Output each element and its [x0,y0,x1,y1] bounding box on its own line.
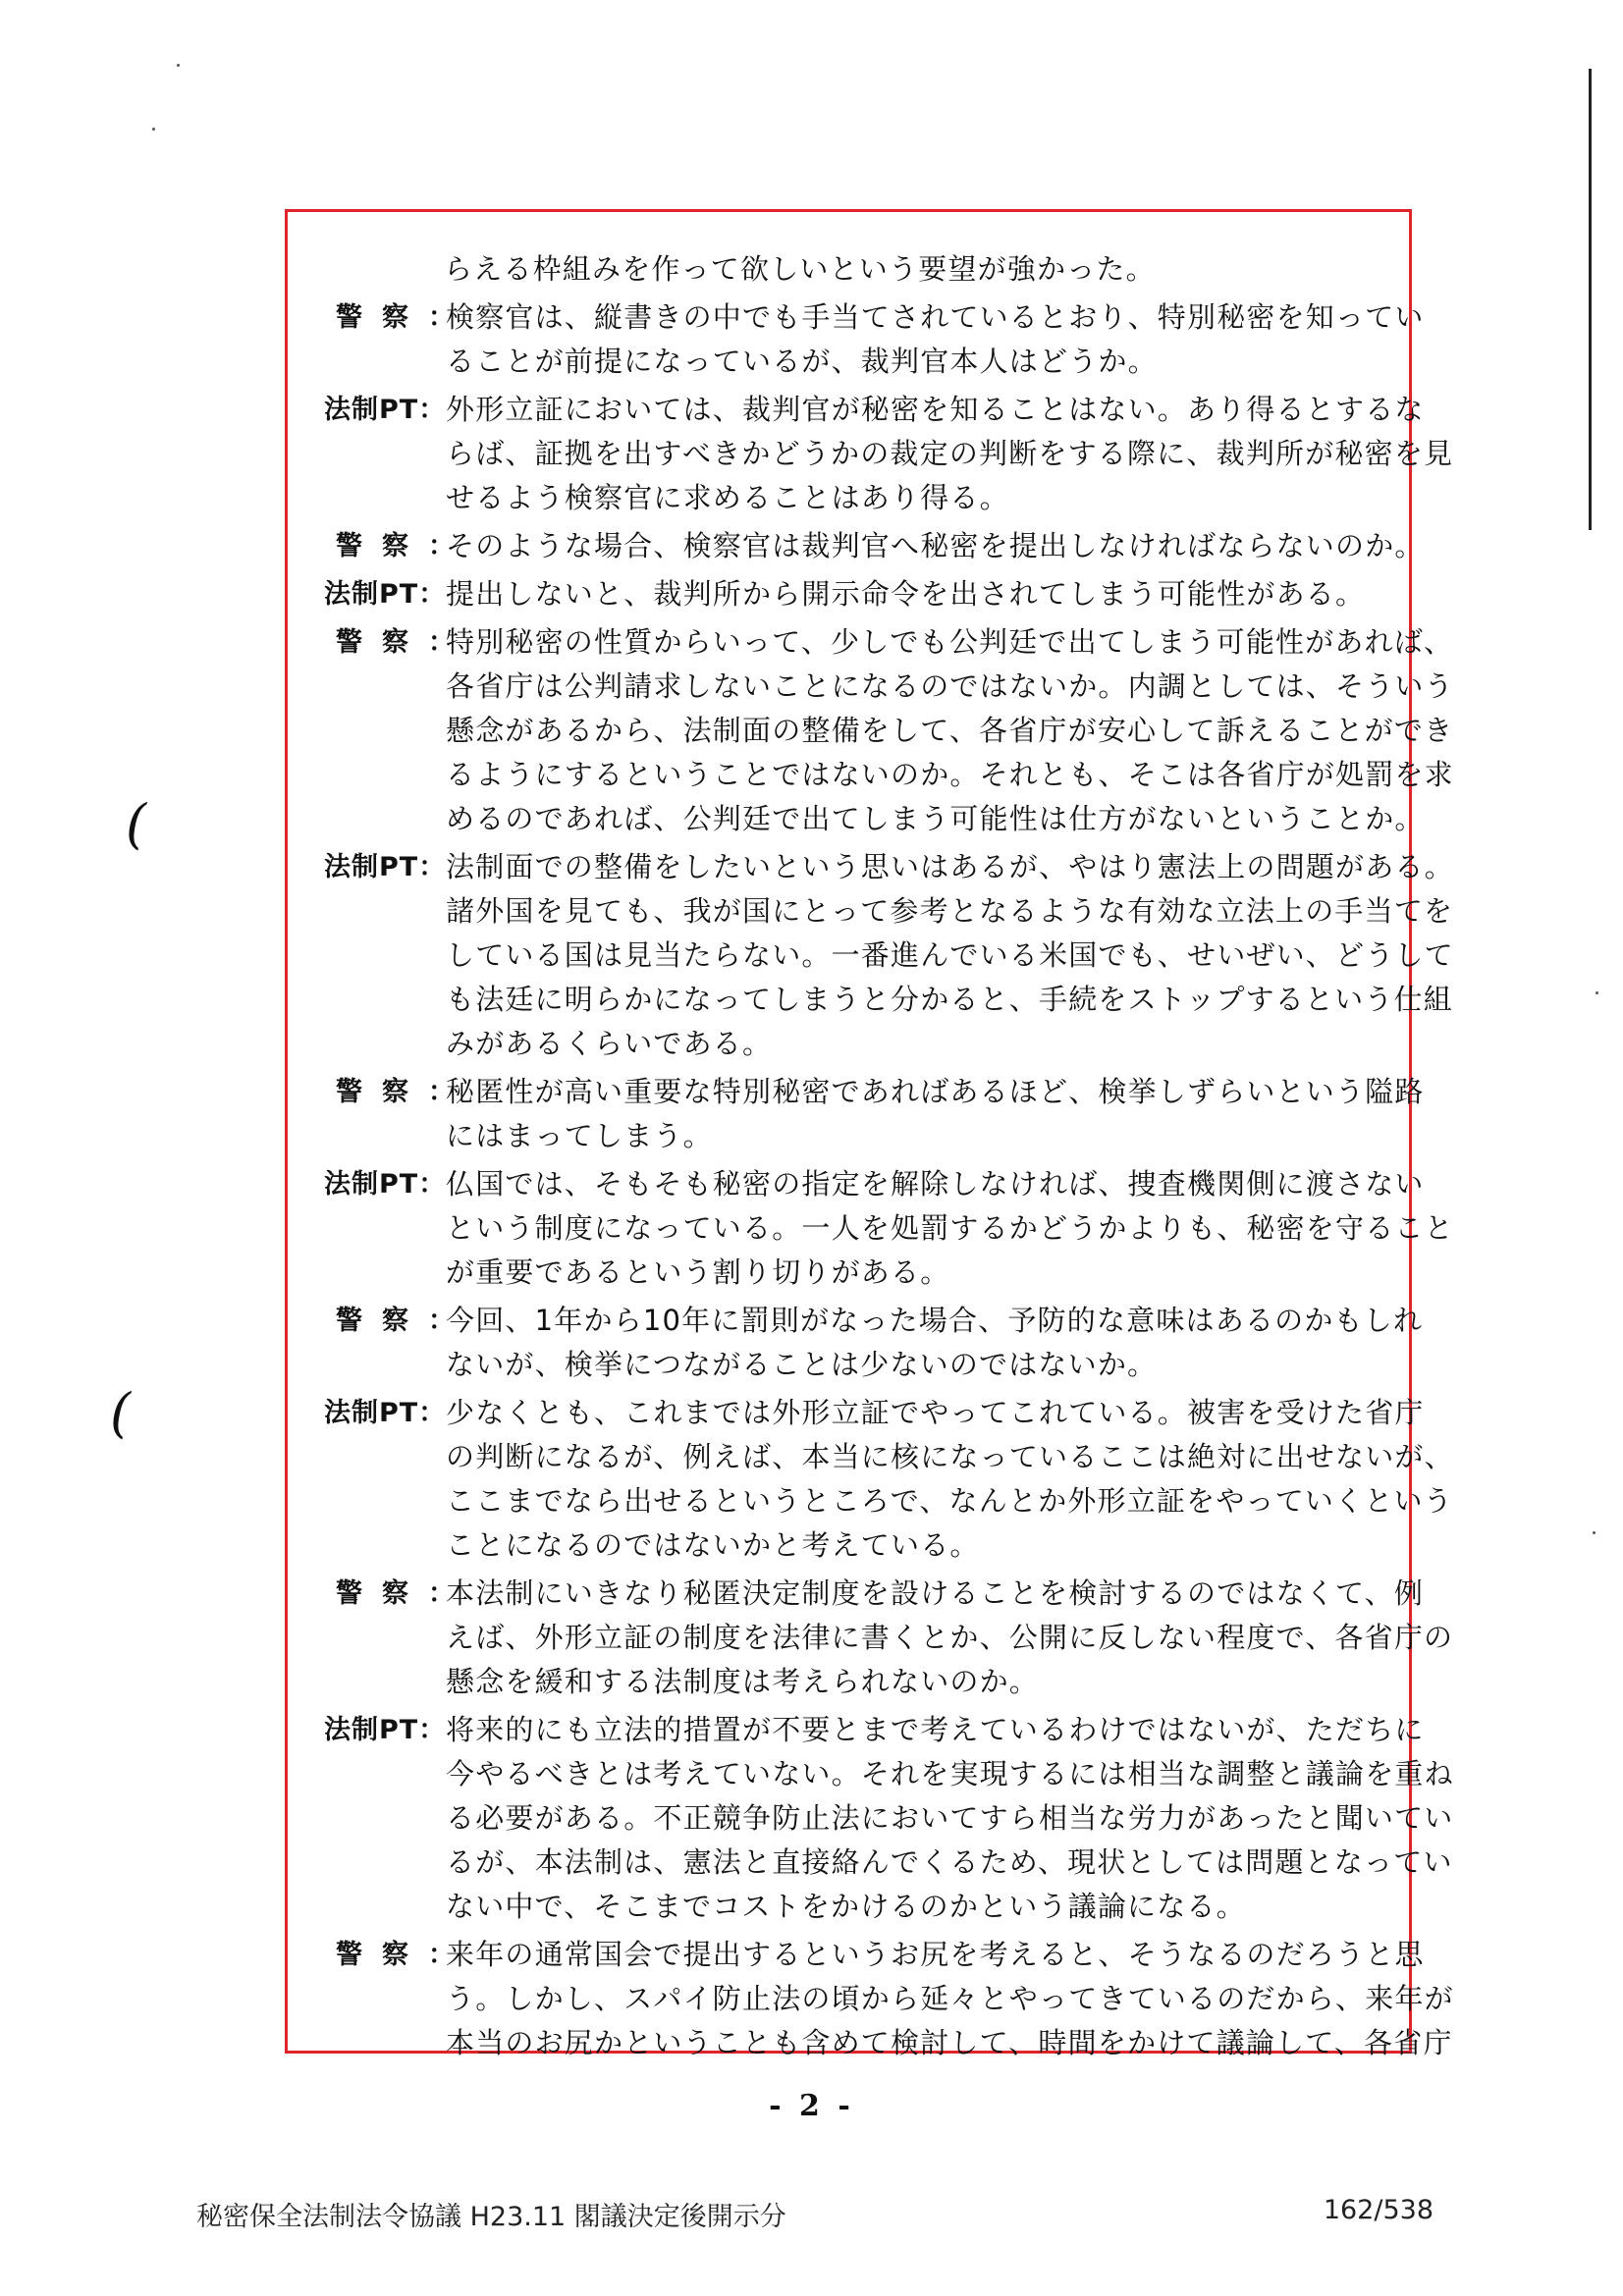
speech-line: る必要がある。不正競争防止法においてすら相当な労力があったと聞いてい [446,1801,1454,1835]
speaker-label: 法制PT： [324,1398,447,1428]
speaker-label: 法制PT： [324,395,447,425]
speech-line: らえる枠組みを作って欲しいという要望が強かった。 [444,252,1156,286]
speech-line: 来年の通常国会で提出するというお尻を考えると、そうなるのだろうと思 [446,1938,1425,1971]
speech-text [324,247,1394,292]
speaker-label: 法制PT： [324,1715,447,1745]
transcript-entry [324,620,1454,841]
speech-text [442,524,1425,568]
transcript-entry [324,524,1425,568]
speech-line: している国は見当たらない。一番進んでいる米国でも、せいぜい、どうして [446,938,1454,972]
speech-text [442,1933,1454,2065]
speech-text [442,845,1454,1066]
speech-line: ここまでなら出せるというところで、なんとか外形立証をやっていくという [446,1484,1453,1518]
speech-line: も法廷に明らかになってしまうと分かると、手続をストップするという仕組 [446,983,1453,1016]
speech-line: みがあるくらいである。 [446,1027,773,1060]
speech-line: にはまってしまう。 [446,1119,713,1152]
speaker-label: 警察： [336,1578,474,1609]
speaker-label: 警察： [336,627,474,658]
speech-line: 本当のお尻かということも含めて検討して、時間をかけて議論して、各省庁 [446,2026,1453,2059]
footer-page-count: 162/538 [1323,2195,1434,2225]
speech-line: ることが前提になっているが、裁判官本人はどうか。 [446,345,1158,378]
speaker-label: 警察： [336,1077,474,1107]
footer [196,2195,1434,2233]
transcript-entry [324,388,1454,520]
speech-text [442,572,1394,616]
speech-line: 今回、1年から10年に罰則がなった場合、予防的な意味はあるのかもしれ [446,1304,1424,1337]
speech-line: るようにするということではないのか。それとも、そこは各省庁が処罰を求 [446,758,1454,791]
speech-text [442,295,1425,384]
speech-line: めるのであれば、公判廷で出てしまう可能性は仕方がないということか。 [446,802,1425,835]
speech-line: 法制面での整備をしたいという思いはあるが、やはり憲法上の問題がある。 [446,850,1454,883]
scan-speck [1596,991,1598,994]
speaker-label: 警察： [336,531,474,561]
transcript-entry [324,295,1425,384]
speech-line: ない中で、そこまでコストをかけるのかという議論になる。 [446,1890,1246,1923]
margin-mark: ( [110,1382,132,1444]
speech-line: の判断になるが、例えば、本当に核になっているここは絶対に出せないが、 [446,1440,1454,1473]
speech-line: という制度になっている。一人を処罰するかどうかよりも、秘密を守ること [446,1211,1454,1245]
speaker-label: 法制PT： [324,579,447,610]
speech-text [442,1070,1425,1158]
speech-line: ないが、検挙につながることは少ないのではないか。 [446,1348,1158,1381]
speech-line: 少なくとも、これまでは外形立証でやってこれている。被害を受けた省庁 [446,1396,1425,1429]
transcript-entry [324,845,1454,1066]
scan-speck [152,128,155,131]
speech-line: 懸念があるから、法制面の整備をして、各省庁が安心して訴えることができ [446,714,1454,747]
transcript-entry [324,1933,1454,2065]
speech-line: 諸外国を見ても、我が国にとって参考となるような有効な立法上の手当てを [446,894,1454,928]
speech-text [442,1162,1454,1295]
transcript-entry [324,1572,1454,1704]
speech-line: 仏国では、そもそも秘密の指定を解除しなければ、捜査機関側に渡さない [446,1167,1425,1201]
speech-line: らば、証拠を出すべきかどうかの裁定の判断をする際に、裁判所が秘密を見 [446,437,1454,470]
speech-line: るが、本法制は、憲法と直接絡んでくるため、現状としては問題となってい [446,1845,1453,1879]
scan-speck [177,64,180,67]
speaker-label: 警察： [336,1306,474,1336]
speaker-label: 警察： [336,1940,474,1970]
speech-text [442,1572,1453,1704]
speech-text [442,1391,1454,1568]
speaker-label: 警察： [336,302,474,333]
speech-line: が重要であるという割り切りがある。 [446,1255,950,1289]
speech-line: 特別秘密の性質からいって、少しでも公判廷で出てしまう可能性があれば、 [446,625,1454,659]
speech-line: う。しかし、スパイ防止法の頃から延々とやってきているのだから、来年が [446,1982,1454,2015]
speech-line: そのような場合、検察官は裁判官へ秘密を提出しなければならないのか。 [446,529,1425,562]
page-number: - 2 - [769,2089,854,2123]
speech-line: 本法制にいきなり秘匿決定制度を設けることを検討するのではなくて、例 [446,1576,1425,1610]
speech-line: 将来的にも立法的措置が不要とまで考えているわけではないが、ただちに [446,1713,1425,1746]
speech-line: 秘匿性が高い重要な特別秘密であればあるほど、検挙しずらいという隘路 [446,1075,1425,1108]
speech-line: 今やるべきとは考えていない。それを実現するには相当な調整と議論を重ね [446,1757,1454,1790]
speech-text [442,1708,1454,1929]
transcript [324,247,1454,2069]
scan-speck [1593,1531,1596,1534]
speech-line: ことになるのではないかと考えている。 [446,1528,980,1562]
speech-text [442,1299,1423,1387]
speech-line: 各省庁は公判請求しないことになるのではないか。内調としては、そういう [446,669,1454,703]
transcript-entry [324,572,1394,616]
speech-line: せるよう検察官に求めることはあり得る。 [446,481,1009,514]
transcript-entry [324,247,1394,292]
speech-line: 検察官は、縦書きの中でも手当てされているとおり、特別秘密を知ってい [446,300,1425,334]
footer-document-title: 秘密保全法制法令協議 H23.11 閣議決定後開示分 [196,2202,786,2232]
speech-line: えば、外形立証の制度を法律に書くとか、公開に反しない程度で、各省庁の [446,1621,1454,1654]
speaker-label: 法制PT： [324,1169,447,1200]
speech-line: 提出しないと、裁判所から開示命令を出されてしまう可能性がある。 [446,577,1366,611]
speech-text [442,388,1453,520]
scan-edge-line [1589,69,1592,530]
speaker-label: 法制PT： [324,852,447,882]
transcript-entry [324,1708,1454,1929]
margin-mark: ( [126,793,147,855]
speech-line: 懸念を緩和する法制度は考えられないのか。 [446,1665,1040,1698]
speech-line: 外形立証においては、裁判官が秘密を知ることはない。あり得るとするな [446,393,1425,426]
transcript-entry [324,1070,1425,1158]
speech-text [442,620,1454,841]
transcript-entry [324,1162,1454,1295]
transcript-entry [324,1391,1454,1568]
transcript-entry [324,1299,1424,1387]
